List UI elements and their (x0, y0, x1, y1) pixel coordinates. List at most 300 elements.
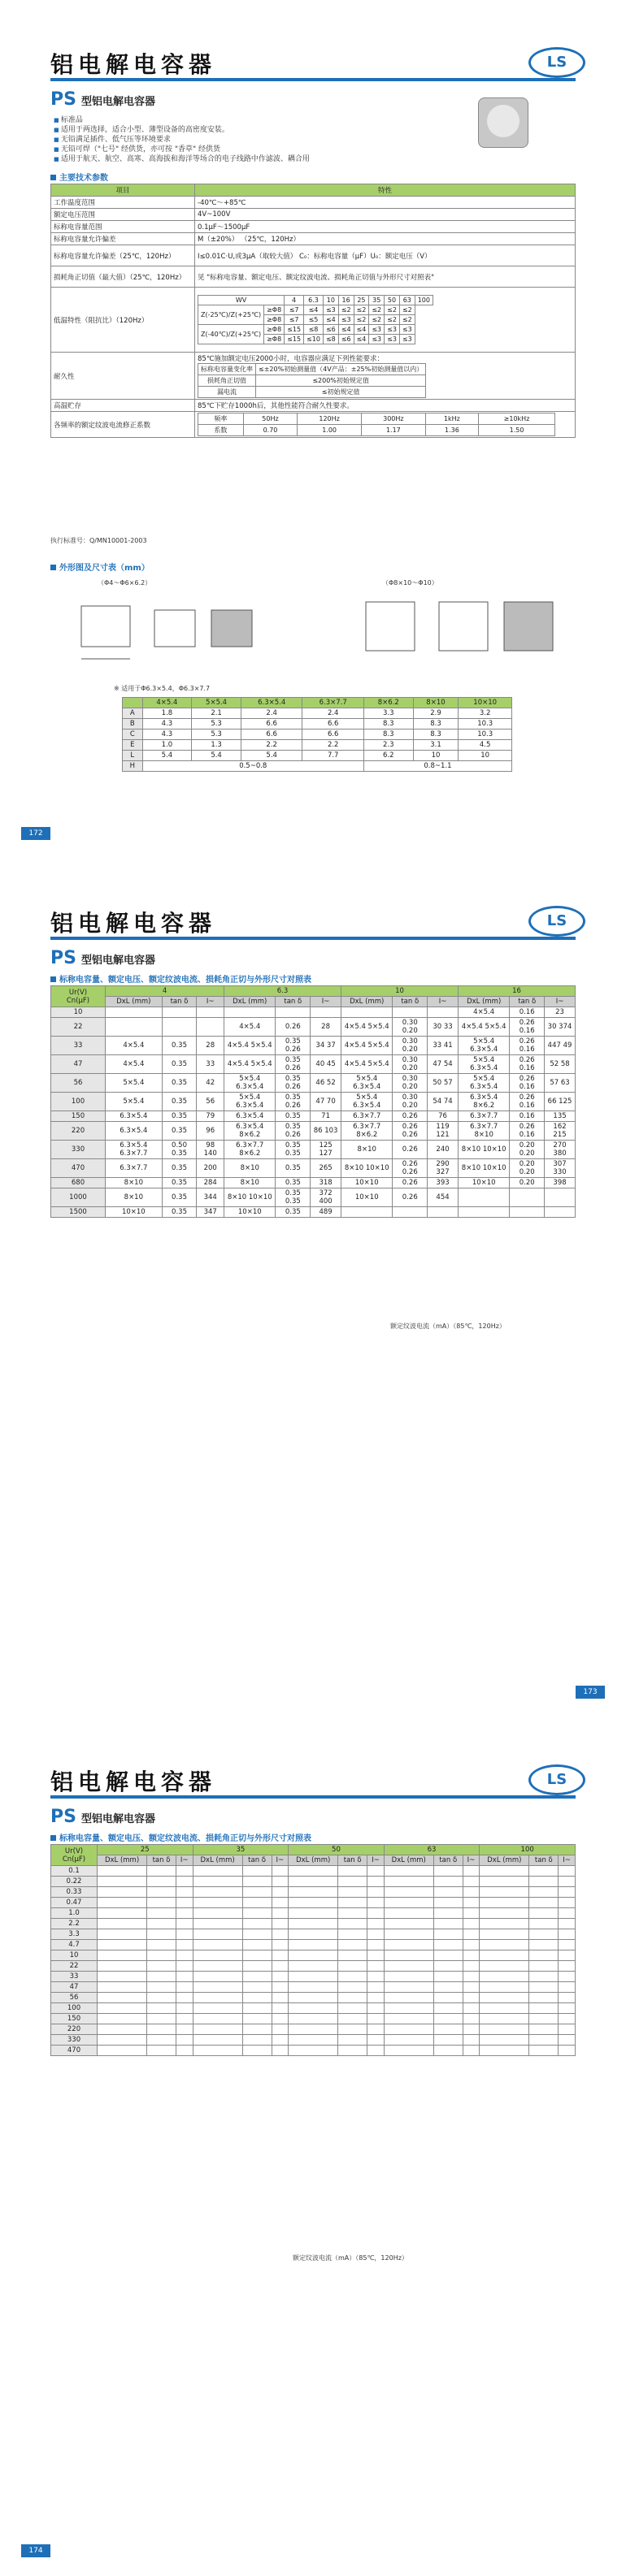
rating-cell (162, 1018, 197, 1037)
ripple-head-cell: ≥10kHz (479, 413, 555, 425)
table-row (51, 1908, 576, 1919)
lowtemp-cell: ≤2 (354, 315, 369, 325)
lowtemp-cell: ≤6 (323, 325, 338, 335)
dim-cell: 6.2 (363, 751, 413, 761)
lowtemp-head-cell: 63 (399, 296, 415, 305)
rating-cell (193, 1908, 242, 1919)
rating-cell (529, 1982, 559, 1993)
dim-cell: 1.3 (192, 740, 241, 751)
rating-cell: 8×10 (106, 1178, 163, 1188)
sub-head-cell: I~ (367, 1855, 385, 1866)
rating-cell (272, 2024, 289, 2035)
rating-cell (272, 2014, 289, 2024)
rating-cell (384, 1877, 433, 1887)
volt-head-cell: 25 (98, 1845, 193, 1855)
ripple-row (198, 425, 555, 436)
page-title: 铝电解电容器 (50, 910, 217, 937)
rating-cell (559, 1877, 576, 1887)
rating-cell (384, 1961, 433, 1972)
rating-cell (147, 1919, 176, 1929)
rating-cell (480, 1961, 529, 1972)
capacitance-cell: 56 (51, 1074, 106, 1093)
rating-cell (272, 1961, 289, 1972)
spec-value: 4V~100V (195, 209, 576, 221)
rating-cell (559, 1866, 576, 1877)
rating-cell (147, 1972, 176, 1982)
dim-cell: 7.7 (302, 751, 364, 761)
ripple-factor-table (198, 413, 555, 436)
dim-cell: 2.3 (363, 740, 413, 751)
rating-cell (367, 1919, 385, 1929)
rating-cell (545, 1188, 576, 1207)
rating-cell (529, 1866, 559, 1877)
lowtemp-row (198, 305, 433, 315)
rating-cell: 454 (428, 1188, 459, 1207)
table-row (51, 1993, 576, 2003)
rating-cell (338, 1940, 367, 1950)
rating-cell (338, 2024, 367, 2035)
rating-cell (463, 2046, 480, 2056)
rating-cell (480, 1866, 529, 1877)
rating-cell (289, 1982, 338, 1993)
rating-cell: 270 380 (545, 1141, 576, 1159)
dim-head-cell: 4×5.4 (142, 698, 192, 708)
lowtemp-head-cell: 4 (285, 296, 304, 305)
rating-cell (559, 1908, 576, 1919)
spec-section-heading (50, 171, 108, 183)
rating-cell (384, 1887, 433, 1898)
dim-head-cell (123, 698, 143, 708)
rating-cell (176, 1877, 193, 1887)
standard-note: 执行标准号：Q/MN10001-2003 (50, 537, 147, 544)
bullet-square-icon (50, 1835, 56, 1841)
rating-cell (480, 1929, 529, 1940)
rating-table-high-voltage (50, 1844, 576, 2056)
rating-cell: 46 52 (311, 1074, 341, 1093)
rating-cell (559, 2035, 576, 2046)
rating-cell (272, 1950, 289, 1961)
endurance-value: ≤初始规定值 (256, 387, 426, 398)
ls-logo: LS (528, 1764, 585, 1795)
rating-cell (98, 1950, 147, 1961)
rating-cell (367, 1898, 385, 1908)
rating-cell (433, 1972, 463, 1982)
rating-cell: 5×5.4 6.3×5.4 (458, 1055, 509, 1074)
sub-head-cell: I~ (272, 1855, 289, 1866)
ripple-cell (195, 412, 576, 438)
rating-cell: 0.30 0.20 (393, 1018, 428, 1037)
rating-cell (276, 1007, 311, 1018)
endurance-note: 85℃施加额定电压2000小时，电容器应满足下列性能要求： (198, 355, 384, 363)
rating-cell: 5×5.4 6.3×5.4 (224, 1093, 276, 1111)
lowtemp-head-cell: WV (198, 296, 285, 305)
rating-cell: 6.3×5.4 (106, 1122, 163, 1141)
capacitance-cell: 330 (51, 2035, 98, 2046)
endurance-label: 漏电流 (198, 387, 256, 398)
rating-cell (510, 1188, 545, 1207)
rating-cell (480, 1972, 529, 1982)
axis-corner (51, 1845, 98, 1866)
series-subtitle: 型铝电解电容器 (80, 96, 155, 108)
rating-cell: 344 (197, 1188, 224, 1207)
rating-cell (367, 1982, 385, 1993)
rating-cell (98, 2035, 147, 2046)
sub-head-cell: DxL (mm) (106, 997, 163, 1007)
rating-cell: 0.35 (162, 1159, 197, 1178)
table-section-heading (50, 1831, 311, 1843)
rating-cell (463, 1919, 480, 1929)
rating-cell: 0.30 0.20 (393, 1074, 428, 1093)
volt-head-cell: 16 (458, 986, 575, 997)
capacitance-cell: 0.1 (51, 1866, 98, 1877)
dim-cell: 0.5~0.8 (142, 761, 363, 772)
rating-cell: 56 (197, 1093, 224, 1111)
volt-head-cell: 4 (106, 986, 224, 997)
rating-cell: 489 (311, 1207, 341, 1218)
ls-logo: LS (528, 906, 585, 937)
rating-cell (433, 1866, 463, 1877)
rating-cell (433, 1940, 463, 1950)
rating-cell (193, 1993, 242, 2003)
table-row (51, 1972, 576, 1982)
table-row (51, 1207, 576, 1218)
rating-cell (367, 2024, 385, 2035)
rating-cell: 0.26 0.26 (393, 1159, 428, 1178)
capacitance-cell: 100 (51, 2003, 98, 2014)
rating-cell: 79 (197, 1111, 224, 1122)
capacitor-photo (478, 97, 528, 148)
table-row (51, 1898, 576, 1908)
rating-cell: 0.26 (393, 1111, 428, 1122)
table-row (51, 2024, 576, 2035)
rating-cell: 76 (428, 1111, 459, 1122)
rating-cell (559, 1940, 576, 1950)
dim-cell: 10.3 (459, 730, 512, 740)
rating-cell (428, 1207, 459, 1218)
rating-cell (289, 2014, 338, 2024)
rating-cell (480, 2003, 529, 2014)
rating-cell: 4×5.4 5×5.4 (224, 1055, 276, 1074)
rating-cell (193, 1950, 242, 1961)
rating-cell (147, 1982, 176, 1993)
rating-cell: 6.3×7.7 8×6.2 (341, 1122, 393, 1141)
series-code: PS (50, 89, 76, 110)
rating-cell: 0.35 0.35 (276, 1141, 311, 1159)
rating-cell (458, 1188, 509, 1207)
rating-cell: 4×5.4 5×5.4 (341, 1018, 393, 1037)
rating-cell: 0.26 (393, 1178, 428, 1188)
rating-cell: 265 (311, 1159, 341, 1178)
rating-cell (384, 2003, 433, 2014)
rating-cell: 0.30 0.20 (393, 1093, 428, 1111)
rating-cell (147, 1866, 176, 1877)
dim-cell: 10 (459, 751, 512, 761)
rating-cell: 8×10 10×10 (458, 1141, 509, 1159)
lowtemp-cell: ≤15 (285, 335, 304, 344)
rating-cell: 4×5.4 (106, 1055, 163, 1074)
sub-head-cell: tan δ (162, 997, 197, 1007)
rating-cell: 318 (311, 1178, 341, 1188)
rating-cell (289, 1919, 338, 1929)
catalog-page-174 (0, 1717, 626, 2576)
dim-label: E (123, 740, 143, 751)
rating-cell: 6.3×7.7 (341, 1111, 393, 1122)
lowtemp-cell: ≤3 (385, 325, 400, 335)
lowtemp-cell: ≤2 (354, 305, 369, 315)
rating-cell (98, 1972, 147, 1982)
table-row (51, 1919, 576, 1929)
rating-cell: 6.3×7.7 8×6.2 (224, 1141, 276, 1159)
rating-cell (224, 1007, 276, 1018)
lowtemp-head-cell: 16 (338, 296, 354, 305)
rating-cell: 0.26 0.16 (510, 1122, 545, 1141)
lowtemp-cell (195, 288, 576, 353)
capacitance-cell: 33 (51, 1037, 106, 1055)
rating-cell (338, 2035, 367, 2046)
rating-cell: 6.3×7.7 8×10 (458, 1122, 509, 1141)
rating-cell (272, 1929, 289, 1940)
series-name (50, 89, 155, 110)
sub-head-cell: DxL (mm) (480, 1855, 529, 1866)
page-number: 172 (21, 827, 50, 840)
ripple-cell: 1.36 (425, 425, 478, 436)
rating-cell (176, 1866, 193, 1877)
rating-cell (433, 1950, 463, 1961)
dim-cell: 6.6 (241, 730, 302, 740)
rating-cell (98, 2014, 147, 2024)
sub-head-cell: tan δ (393, 997, 428, 1007)
rating-cell (197, 1018, 224, 1037)
rating-cell: 0.26 (393, 1141, 428, 1159)
rating-cell (289, 1972, 338, 1982)
ripple-cell: 1.00 (298, 425, 362, 436)
rating-cell (559, 1993, 576, 2003)
rating-cell: 10×10 (458, 1178, 509, 1188)
rating-cell (176, 1982, 193, 1993)
sub-head-cell: I~ (428, 997, 459, 1007)
lowtemp-cell: ≤4 (354, 325, 369, 335)
rating-cell (559, 2003, 576, 2014)
rating-cell (480, 1919, 529, 1929)
table-row (51, 1929, 576, 1940)
rating-cell (433, 1993, 463, 2003)
endurance-table (198, 363, 426, 398)
dim-cell: 5.4 (241, 751, 302, 761)
rating-cell: 6.3×5.4 6.3×7.7 (106, 1141, 163, 1159)
lowtemp-cell: ≤4 (354, 335, 369, 344)
rating-cell (242, 1877, 272, 1887)
rating-cell: 284 (197, 1178, 224, 1188)
table-section-heading (50, 972, 311, 985)
dimension-section-heading (50, 561, 150, 573)
page-number: 173 (576, 1686, 605, 1699)
rating-cell: 0.35 (162, 1093, 197, 1111)
rating-cell (529, 2003, 559, 2014)
table-row (51, 1159, 576, 1178)
volt-head-cell: 10 (341, 986, 459, 997)
rating-cell: 372 400 (311, 1188, 341, 1207)
uv-label: Ur(V) (68, 988, 88, 997)
rating-cell (463, 1982, 480, 1993)
catalog-page-173 (0, 859, 626, 1717)
lowtemp-cell: ≤3 (369, 335, 385, 344)
rating-cell (480, 1940, 529, 1950)
rating-cell (147, 2003, 176, 2014)
capacitance-cell: 150 (51, 1111, 106, 1122)
dim-applicability-note: ※ 适用于Φ6.3×5.4，Φ6.3×7.7 (114, 685, 211, 692)
capacitance-cell: 33 (51, 1972, 98, 1982)
rating-cell: 42 (197, 1074, 224, 1093)
spec-label: 损耗角正切值（最大值）（25℃，120Hz） (51, 266, 195, 288)
table-row (51, 1961, 576, 1972)
lowtemp-cell: ≤8 (323, 335, 338, 344)
rating-cell: 4×5.4 5×5.4 (224, 1037, 276, 1055)
rating-cell: 30 33 (428, 1018, 459, 1037)
rating-cell (272, 1982, 289, 1993)
rating-cell (147, 2035, 176, 2046)
feature-item: ■ 标准品 (54, 115, 310, 125)
rating-cell (463, 2024, 480, 2035)
lowtemp-cell: ≤15 (285, 325, 304, 335)
rating-cell (242, 2024, 272, 2035)
rating-cell (433, 2024, 463, 2035)
capacitance-cell: 220 (51, 2024, 98, 2035)
table-row (51, 1141, 576, 1159)
rating-cell (367, 1940, 385, 1950)
rating-cell: 240 (428, 1141, 459, 1159)
capacitance-cell: 4.7 (51, 1940, 98, 1950)
rating-cell (433, 1908, 463, 1919)
rating-cell: 34 37 (311, 1037, 341, 1055)
ripple-note: 额定纹波电流（mA）（85℃，120Hz） (390, 1323, 506, 1330)
rating-cell: 8×10 (224, 1178, 276, 1188)
lowtemp-cell: ≤2 (399, 315, 415, 325)
rating-cell (289, 1940, 338, 1950)
capacitance-cell: 22 (51, 1961, 98, 1972)
endurance-label: 损耗角正切值 (198, 375, 256, 387)
rating-cell (242, 1961, 272, 1972)
rating-cell (176, 1898, 193, 1908)
endurance-value: ≤200%初始规定值 (256, 375, 426, 387)
rating-cell (428, 1007, 459, 1018)
rating-cell (367, 1972, 385, 1982)
dim-cell: 4.3 (142, 730, 192, 740)
rating-cell: 290 327 (428, 1159, 459, 1178)
lowtemp-cell: ≤3 (399, 325, 415, 335)
dim-cell: 10.3 (459, 719, 512, 730)
rating-cell (529, 1950, 559, 1961)
dim-cell: 2.4 (241, 708, 302, 719)
dim-label: L (123, 751, 143, 761)
rating-cell (433, 2014, 463, 2024)
dim-label: B (123, 719, 143, 730)
rating-cell (433, 1887, 463, 1898)
endurance-cell (195, 353, 576, 400)
page-number: 174 (21, 2544, 50, 2557)
rating-cell (433, 1877, 463, 1887)
rating-cell: 6.3×7.7 (106, 1159, 163, 1178)
rating-cell: 0.35 (162, 1037, 197, 1055)
rating-cell (367, 2035, 385, 2046)
rating-cell (193, 1972, 242, 1982)
rating-cell (176, 2014, 193, 2024)
rating-cell (338, 1982, 367, 1993)
dim-cell: 1.8 (142, 708, 192, 719)
rating-cell (463, 2035, 480, 2046)
dim-cell: 4.5 (459, 740, 512, 751)
rating-cell (433, 2046, 463, 2056)
sub-head-row (51, 997, 576, 1007)
lowtemp-cell: ≤7 (285, 305, 304, 315)
lowtemp-label: Z(-25℃)/Z(+25℃) (198, 305, 264, 325)
capacitance-cell: 22 (51, 1018, 106, 1037)
rating-cell (98, 1898, 147, 1908)
feature-item: ■ 适用于航天、航空、高寒、高海拔和海洋等场合的电子线路中作滤波、耦合用 (54, 154, 310, 164)
rating-cell (338, 1887, 367, 1898)
table-row (51, 1018, 576, 1037)
rating-cell (480, 1887, 529, 1898)
table-title: 标称电容量、额定电压、额定纹波电流、损耗角正切与外形尺寸对照表 (59, 1834, 311, 1843)
rating-cell: 0.26 (276, 1018, 311, 1037)
volt-head-cell: 6.3 (224, 986, 341, 997)
rating-cell (98, 1993, 147, 2003)
sub-head-cell: DxL (mm) (458, 997, 509, 1007)
rating-cell (367, 1908, 385, 1919)
rating-cell (384, 1950, 433, 1961)
rating-cell (529, 2046, 559, 2056)
rating-cell: 57 63 (545, 1074, 576, 1093)
rating-cell (529, 1877, 559, 1887)
dim-cell: 10 (413, 751, 459, 761)
rating-cell (480, 2035, 529, 2046)
rating-cell: 98 140 (197, 1141, 224, 1159)
rating-cell: 4×5.4 5×5.4 (341, 1037, 393, 1055)
rating-cell: 0.35 0.26 (276, 1093, 311, 1111)
series-subtitle: 型铝电解电容器 (80, 1813, 155, 1825)
ripple-head-cell: 50Hz (243, 413, 297, 425)
capacitance-cell: 3.3 (51, 1929, 98, 1940)
rating-cell: 0.35 (276, 1207, 311, 1218)
rating-cell (338, 1929, 367, 1940)
rating-cell: 0.35 (276, 1111, 311, 1122)
rating-cell (272, 1993, 289, 2003)
table-row (51, 1037, 576, 1055)
spec-value: 0.1μF～1500μF (195, 221, 576, 233)
rating-cell: 0.35 0.26 (276, 1037, 311, 1055)
sub-head-cell: DxL (mm) (341, 997, 393, 1007)
rating-cell (384, 1919, 433, 1929)
rating-cell (463, 1993, 480, 2003)
series-name (50, 948, 155, 968)
rating-cell (176, 2024, 193, 2035)
rating-cell (289, 1950, 338, 1961)
rating-cell (272, 1908, 289, 1919)
sub-head-cell: tan δ (510, 997, 545, 1007)
rating-cell (338, 1877, 367, 1887)
rating-cell: 0.26 0.16 (510, 1055, 545, 1074)
rating-cell (272, 2046, 289, 2056)
rating-cell: 0.26 0.26 (393, 1122, 428, 1141)
series-code: PS (50, 1807, 76, 1827)
sub-head-cell: I~ (176, 1855, 193, 1866)
rating-cell (529, 1993, 559, 2003)
rating-cell: 0.16 (510, 1007, 545, 1018)
rating-cell: 0.30 0.20 (393, 1037, 428, 1055)
dim-head-cell: 6.3×7.7 (302, 698, 364, 708)
lowtemp-head-cell: 100 (415, 296, 433, 305)
rating-cell (384, 1982, 433, 1993)
rating-cell: 6.3×5.4 (224, 1111, 276, 1122)
